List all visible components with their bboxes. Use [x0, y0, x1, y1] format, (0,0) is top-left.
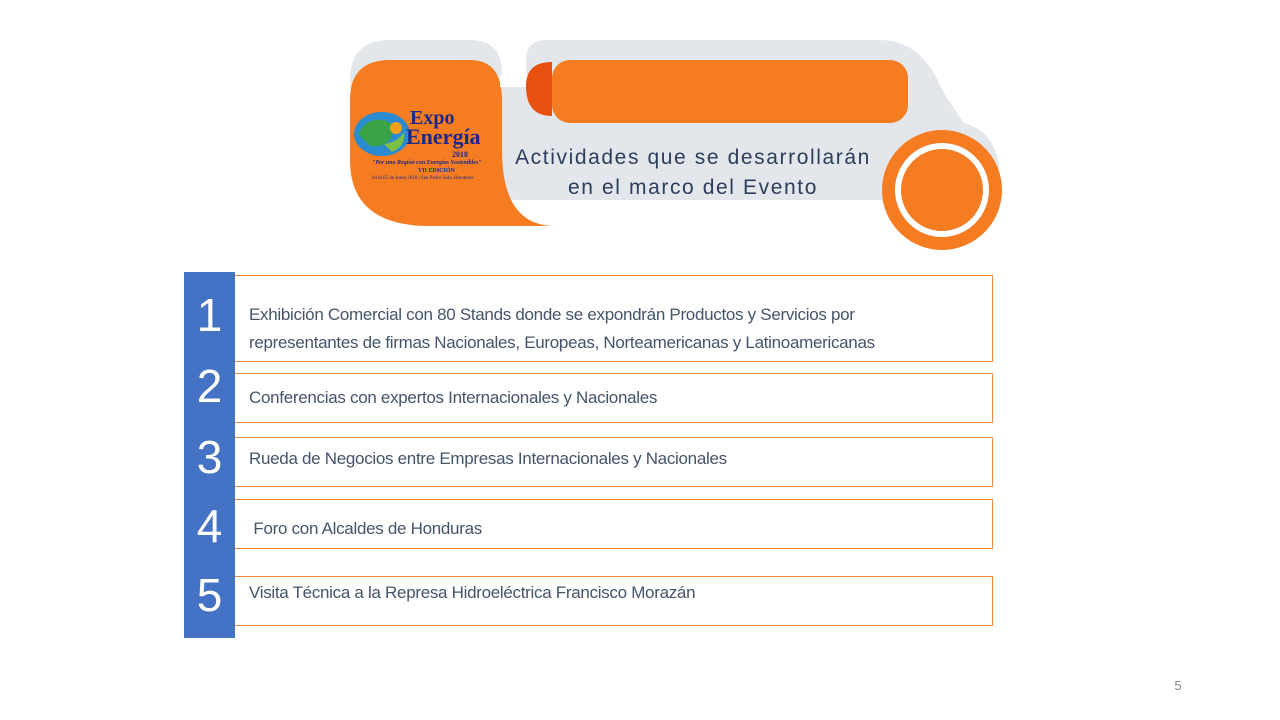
slide-title: [500, 143, 886, 203]
list-item: [235, 373, 993, 423]
item-4-text: Foro con Alcaldes de Honduras: [249, 519, 482, 538]
item-5-text: Visita Técnica a la Represa Hidroeléctrica Francisco Morazán: [249, 583, 696, 602]
item-number-1: 1: [196, 289, 223, 341]
list-item: [235, 275, 993, 362]
item-1-line1: Exhibición Comercial con 80 Stands donde se expondrán Productos y Servicios por: [249, 305, 855, 324]
item-number-4: 4: [196, 500, 223, 552]
item-number-2: 2: [196, 360, 223, 412]
list-item: [235, 576, 993, 626]
logo-date: 04 al 05 de Junio 2018 | San Pedro Sula, Honduras: [372, 176, 474, 181]
expo-energia-logo: [352, 100, 502, 190]
logo-slogan: "Por una Región con Energías Sostenibles": [372, 160, 482, 166]
list-item: [235, 437, 993, 487]
item-number-3: 3: [196, 431, 223, 483]
item-3-text: Rueda de Negocios entre Empresas Internacionales y Nacionales: [249, 449, 727, 468]
logo-expo-text: Expo: [410, 107, 455, 129]
logo-edition: VII EDICIÓN: [418, 168, 455, 174]
banner-orange-bar: [552, 60, 908, 123]
header-banner: [0, 0, 1280, 260]
page-number: 5: [1174, 678, 1182, 693]
logo-year: 2018: [452, 150, 468, 159]
item-2-text: Conferencias con expertos Internacionales y Nacionales: [249, 388, 658, 407]
logo-energia-text: Energía: [406, 124, 481, 149]
slide-title-line1: Actividades que se desarrollarán: [515, 146, 871, 169]
globe-icon: [352, 104, 412, 164]
item-number-5: 5: [196, 569, 223, 621]
list-item: [235, 499, 993, 549]
item-1-line2: representantes de firmas Nacionales, Europeas, Norteamericanas y Latinoamericanas: [249, 333, 875, 352]
slide-title-line2: en el marco del Evento: [568, 176, 818, 199]
